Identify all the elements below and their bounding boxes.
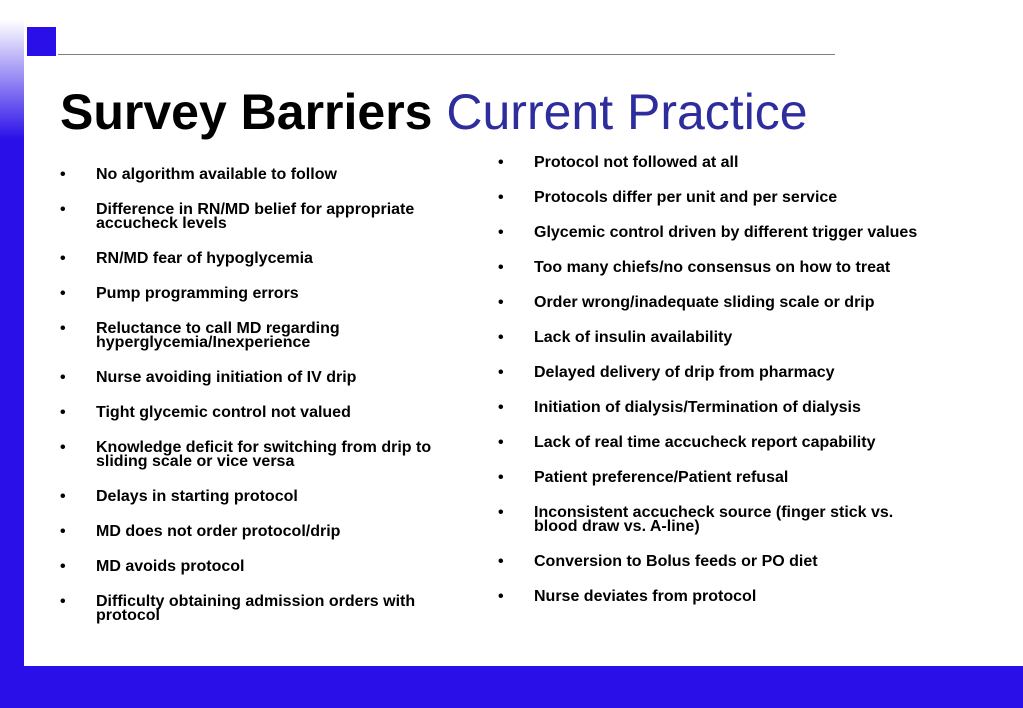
bullet-icon: • xyxy=(60,166,66,183)
bullet-icon: • xyxy=(498,224,504,241)
bullet-icon: • xyxy=(498,154,504,171)
list-item-text: Difference in RN/MD belief for appropriate accucheck levels xyxy=(96,201,415,232)
bullet-icon: • xyxy=(60,369,66,386)
list-item-text: Protocols differ per unit and per service xyxy=(534,189,838,206)
list-item-text: Reluctance to call MD regarding hyperglycemia/Inexperience xyxy=(96,320,340,351)
list-item xyxy=(60,558,480,574)
list-item-text: Delays in starting protocol xyxy=(96,488,298,505)
bullet-icon: • xyxy=(60,250,66,267)
left-decorative-bar xyxy=(0,0,24,708)
list-item-text: Conversion to Bolus feeds or PO diet xyxy=(534,553,818,570)
list-item xyxy=(498,469,918,485)
list-item-text: Lack of real time accucheck report capability xyxy=(534,434,876,451)
list-item xyxy=(498,294,918,310)
bottom-decorative-band xyxy=(0,666,1023,708)
bullet-icon: • xyxy=(60,285,66,302)
list-item xyxy=(498,154,918,170)
list-item xyxy=(498,224,918,240)
bullet-icon: • xyxy=(60,593,66,610)
list-item xyxy=(498,189,918,205)
list-item-text: Glycemic control driven by different trigger values xyxy=(534,224,918,241)
list-item xyxy=(498,399,918,415)
list-item-text: Nurse avoiding initiation of IV drip xyxy=(96,369,357,386)
list-item xyxy=(60,285,480,301)
list-item xyxy=(498,504,918,534)
right-bullet-list xyxy=(498,154,918,623)
list-item xyxy=(60,488,480,504)
list-item-text: Nurse deviates from protocol xyxy=(534,588,757,605)
bullet-icon: • xyxy=(498,588,504,605)
bullet-icon: • xyxy=(498,364,504,381)
list-item-text: MD avoids protocol xyxy=(96,558,245,575)
list-item xyxy=(60,320,480,350)
list-item-text: Knowledge deficit for switching from drip to sliding scale or vice versa xyxy=(96,439,432,470)
list-item xyxy=(60,201,480,231)
list-item-text: MD does not order protocol/drip xyxy=(96,523,341,540)
list-item-text: Too many chiefs/no consensus on how to treat xyxy=(534,259,891,276)
bullet-icon: • xyxy=(498,434,504,451)
list-item xyxy=(60,404,480,420)
list-item xyxy=(60,369,480,385)
bullet-icon: • xyxy=(498,259,504,276)
bullet-icon: • xyxy=(60,404,66,421)
bullet-icon: • xyxy=(60,558,66,575)
list-item xyxy=(60,250,480,266)
bullet-icon: • xyxy=(498,294,504,311)
bullet-icon: • xyxy=(60,523,66,540)
list-item xyxy=(498,553,918,569)
slide-title xyxy=(60,82,808,142)
bullet-icon: • xyxy=(498,189,504,206)
list-item-text: Initiation of dialysis/Termination of dialysis xyxy=(534,399,861,416)
list-item-text: Delayed delivery of drip from pharmacy xyxy=(534,364,835,381)
bullet-icon: • xyxy=(498,469,504,486)
corner-square-decoration xyxy=(27,27,56,56)
list-item-text: RN/MD fear of hypoglycemia xyxy=(96,250,313,267)
list-item-text: Inconsistent accucheck source (finger stick vs. blood draw vs. A-line) xyxy=(534,504,894,535)
list-item-text: Order wrong/inadequate sliding scale or drip xyxy=(534,294,875,311)
list-item xyxy=(498,329,918,345)
list-item-text: Tight glycemic control not valued xyxy=(96,404,351,421)
title-accent-part: Current Practice xyxy=(446,84,808,140)
list-item xyxy=(498,259,918,275)
list-item xyxy=(498,588,918,604)
top-divider-line xyxy=(58,54,835,55)
list-item-text: Protocol not followed at all xyxy=(534,154,739,171)
list-item-text: Patient preference/Patient refusal xyxy=(534,469,789,486)
bullet-icon: • xyxy=(60,320,66,337)
bullet-icon: • xyxy=(498,399,504,416)
list-item-text: No algorithm available to follow xyxy=(96,166,337,183)
list-item xyxy=(60,523,480,539)
list-item xyxy=(498,364,918,380)
list-item xyxy=(60,166,480,182)
list-item-text: Pump programming errors xyxy=(96,285,299,302)
list-item-text: Lack of insulin availability xyxy=(534,329,733,346)
list-item-text: Difficulty obtaining admission orders with protocol xyxy=(96,593,416,624)
title-bold-part: Survey Barriers xyxy=(60,84,433,140)
list-item xyxy=(60,439,480,469)
bullet-icon: • xyxy=(498,329,504,346)
list-item xyxy=(498,434,918,450)
bullet-icon: • xyxy=(498,504,504,521)
list-item xyxy=(60,593,480,623)
bullet-icon: • xyxy=(60,201,66,218)
bullet-icon: • xyxy=(498,553,504,570)
bullet-icon: • xyxy=(60,488,66,505)
left-bullet-list xyxy=(60,166,480,642)
bullet-icon: • xyxy=(60,439,66,456)
